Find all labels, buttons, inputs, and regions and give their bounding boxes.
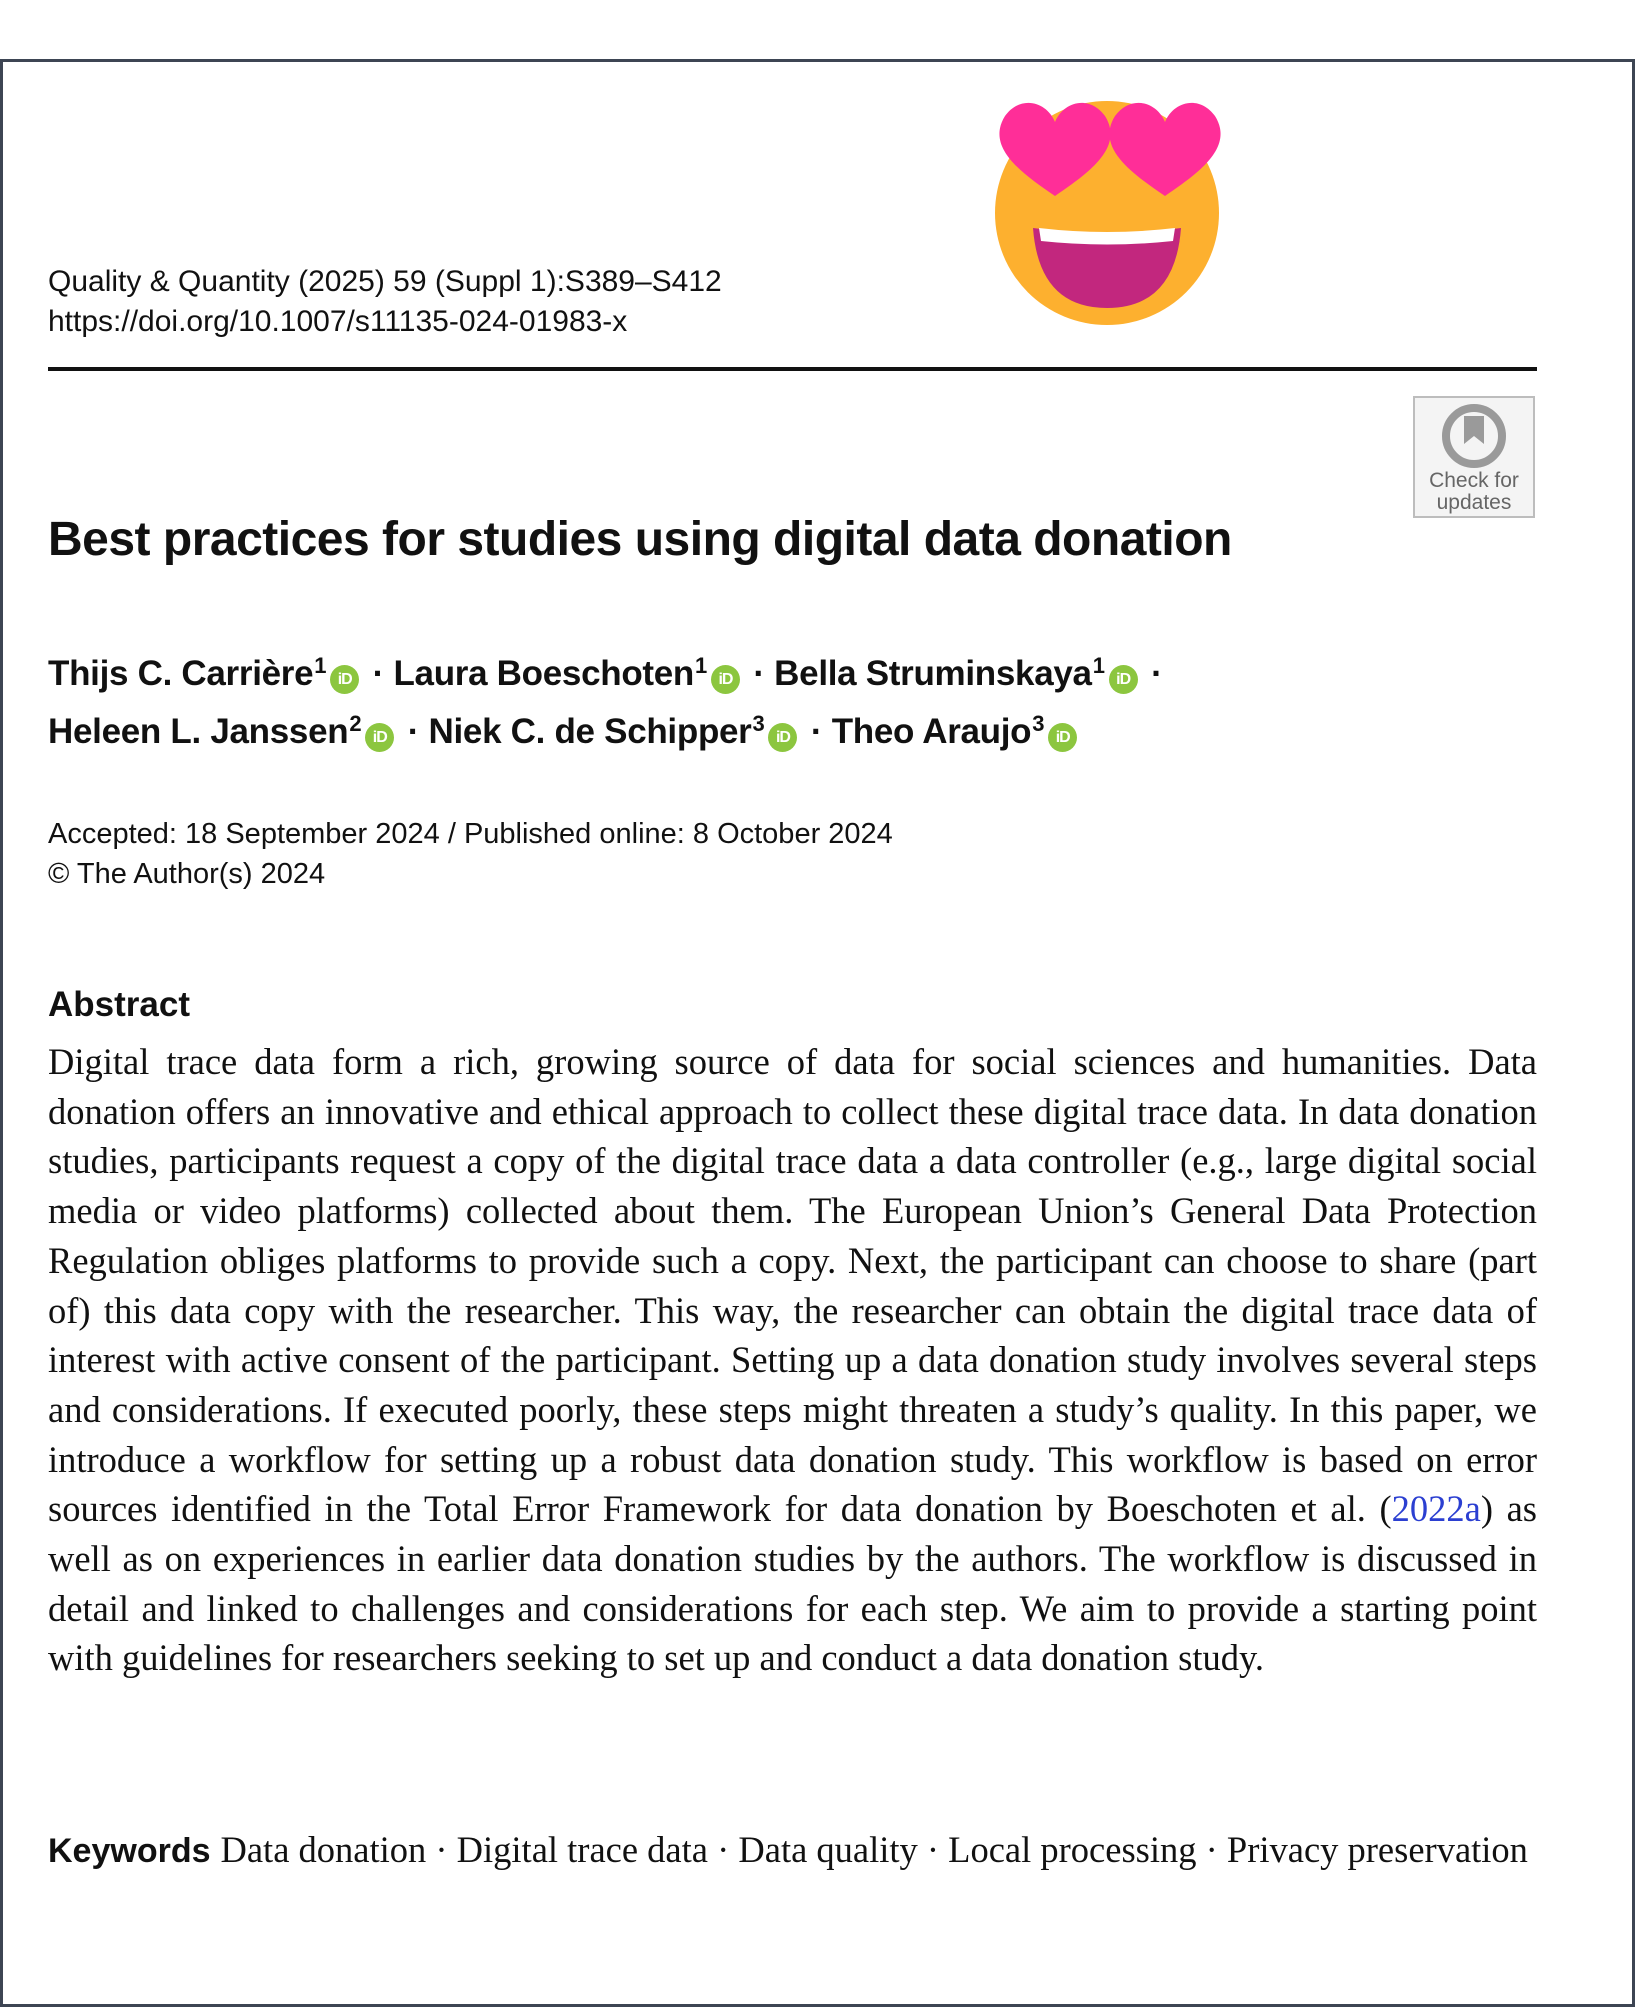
author-name[interactable]: Niek C. de Schipper: [428, 712, 752, 751]
affiliation-mark[interactable]: 1: [695, 653, 707, 678]
author-line-2: [48, 703, 1162, 761]
author-line-1: [48, 645, 1162, 703]
affiliation-mark[interactable]: 1: [314, 653, 327, 678]
author-name[interactable]: Bella Struminskaya: [774, 654, 1092, 693]
author-name[interactable]: Theo Araujo: [831, 712, 1032, 751]
journal-info: [48, 262, 722, 342]
abstract-text-part2: ) as well as on experiences in earlier data donation studies by the authors. The workflow is discussed in detail and linked to challenges and considerations for each step. We aim to provide a starting point with guidelines for researchers seeking to set up and conduct a data donation study.: [48, 1488, 1538, 1679]
check-for-updates-icon: [1442, 404, 1506, 468]
check-for-updates-badge[interactable]: [1413, 396, 1535, 518]
orcid-icon[interactable]: iD: [1109, 665, 1138, 694]
citation-link[interactable]: 2022a: [1391, 1488, 1481, 1530]
author-list: [48, 645, 1162, 761]
doi-link[interactable]: https://doi.org/10.1007/s11135-024-01983-x: [48, 305, 628, 338]
copyright-line: © The Author(s) 2024: [48, 858, 326, 890]
check-for-updates-line2: updates: [1436, 491, 1512, 514]
author-name[interactable]: Laura Boeschoten: [393, 654, 694, 693]
affiliation-mark[interactable]: 2: [349, 711, 362, 736]
publication-dates: [48, 814, 893, 894]
affiliation-mark[interactable]: 3: [752, 711, 765, 736]
author-separator: ·: [1151, 654, 1163, 693]
header-rule: [48, 367, 1537, 371]
author-separator: ·: [407, 712, 420, 751]
smiling-face-with-heart-eyes-emoji: [995, 98, 1225, 328]
affiliation-mark[interactable]: 1: [1092, 653, 1105, 678]
orcid-icon[interactable]: iD: [1048, 723, 1077, 752]
keywords-section: [48, 1826, 1537, 1875]
abstract-body: [48, 1037, 1537, 1683]
orcid-icon[interactable]: iD: [711, 665, 740, 694]
affiliation-mark[interactable]: 3: [1032, 711, 1045, 736]
abstract-heading: Abstract: [48, 985, 190, 1024]
check-for-updates-line1: Check for: [1429, 469, 1519, 492]
orcid-icon[interactable]: iD: [365, 723, 394, 752]
accepted-published-line: Accepted: 18 September 2024 / Published online: 8 October 2024: [48, 818, 893, 850]
orcid-icon[interactable]: iD: [768, 723, 797, 752]
journal-citation: Quality & Quantity (2025) 59 (Suppl 1):S389–S412: [48, 265, 722, 298]
author-name[interactable]: Thijs C. Carrière: [48, 654, 314, 693]
keywords-list: Data donation · Digital trace data · Data quality · Local processing · Privacy preservation: [220, 1829, 1528, 1870]
author-name[interactable]: Heleen L. Janssen: [48, 712, 349, 751]
page-frame: [0, 59, 1635, 2007]
keywords-label: Keywords: [48, 1832, 211, 1870]
paper-title: Best practices for studies using digital data donation: [48, 513, 1232, 566]
abstract-text-part1: Digital trace data form a rich, growing source of data for social sciences and humanities. Data donation offers an innovative and ethical approach to collect these digital trace data. In data donation studies, participants request a copy of the digital trace data a data controller (e.g., large digital social media or video platforms) collected about them. The European Union’s General Data Protection Regulation obliges platforms to provide such a copy. Next, the participant can choose to share (part of) this data copy with the researcher. This way, the researcher can obtain the digital trace data of interest with active consent of the participant. Setting up a data donation study involves several steps and considerations. If executed poorly, these steps might threaten a study’s quality. In this paper, we introduce a workflow for setting up a robust data donation study. This workflow is based on error sources identified in the Total Error Framework for data donation by Boeschoten et al. (: [48, 1041, 1537, 1530]
author-separator: ·: [810, 712, 823, 751]
orcid-icon[interactable]: iD: [330, 665, 359, 694]
author-separator: ·: [753, 654, 765, 693]
author-separator: ·: [372, 654, 385, 693]
